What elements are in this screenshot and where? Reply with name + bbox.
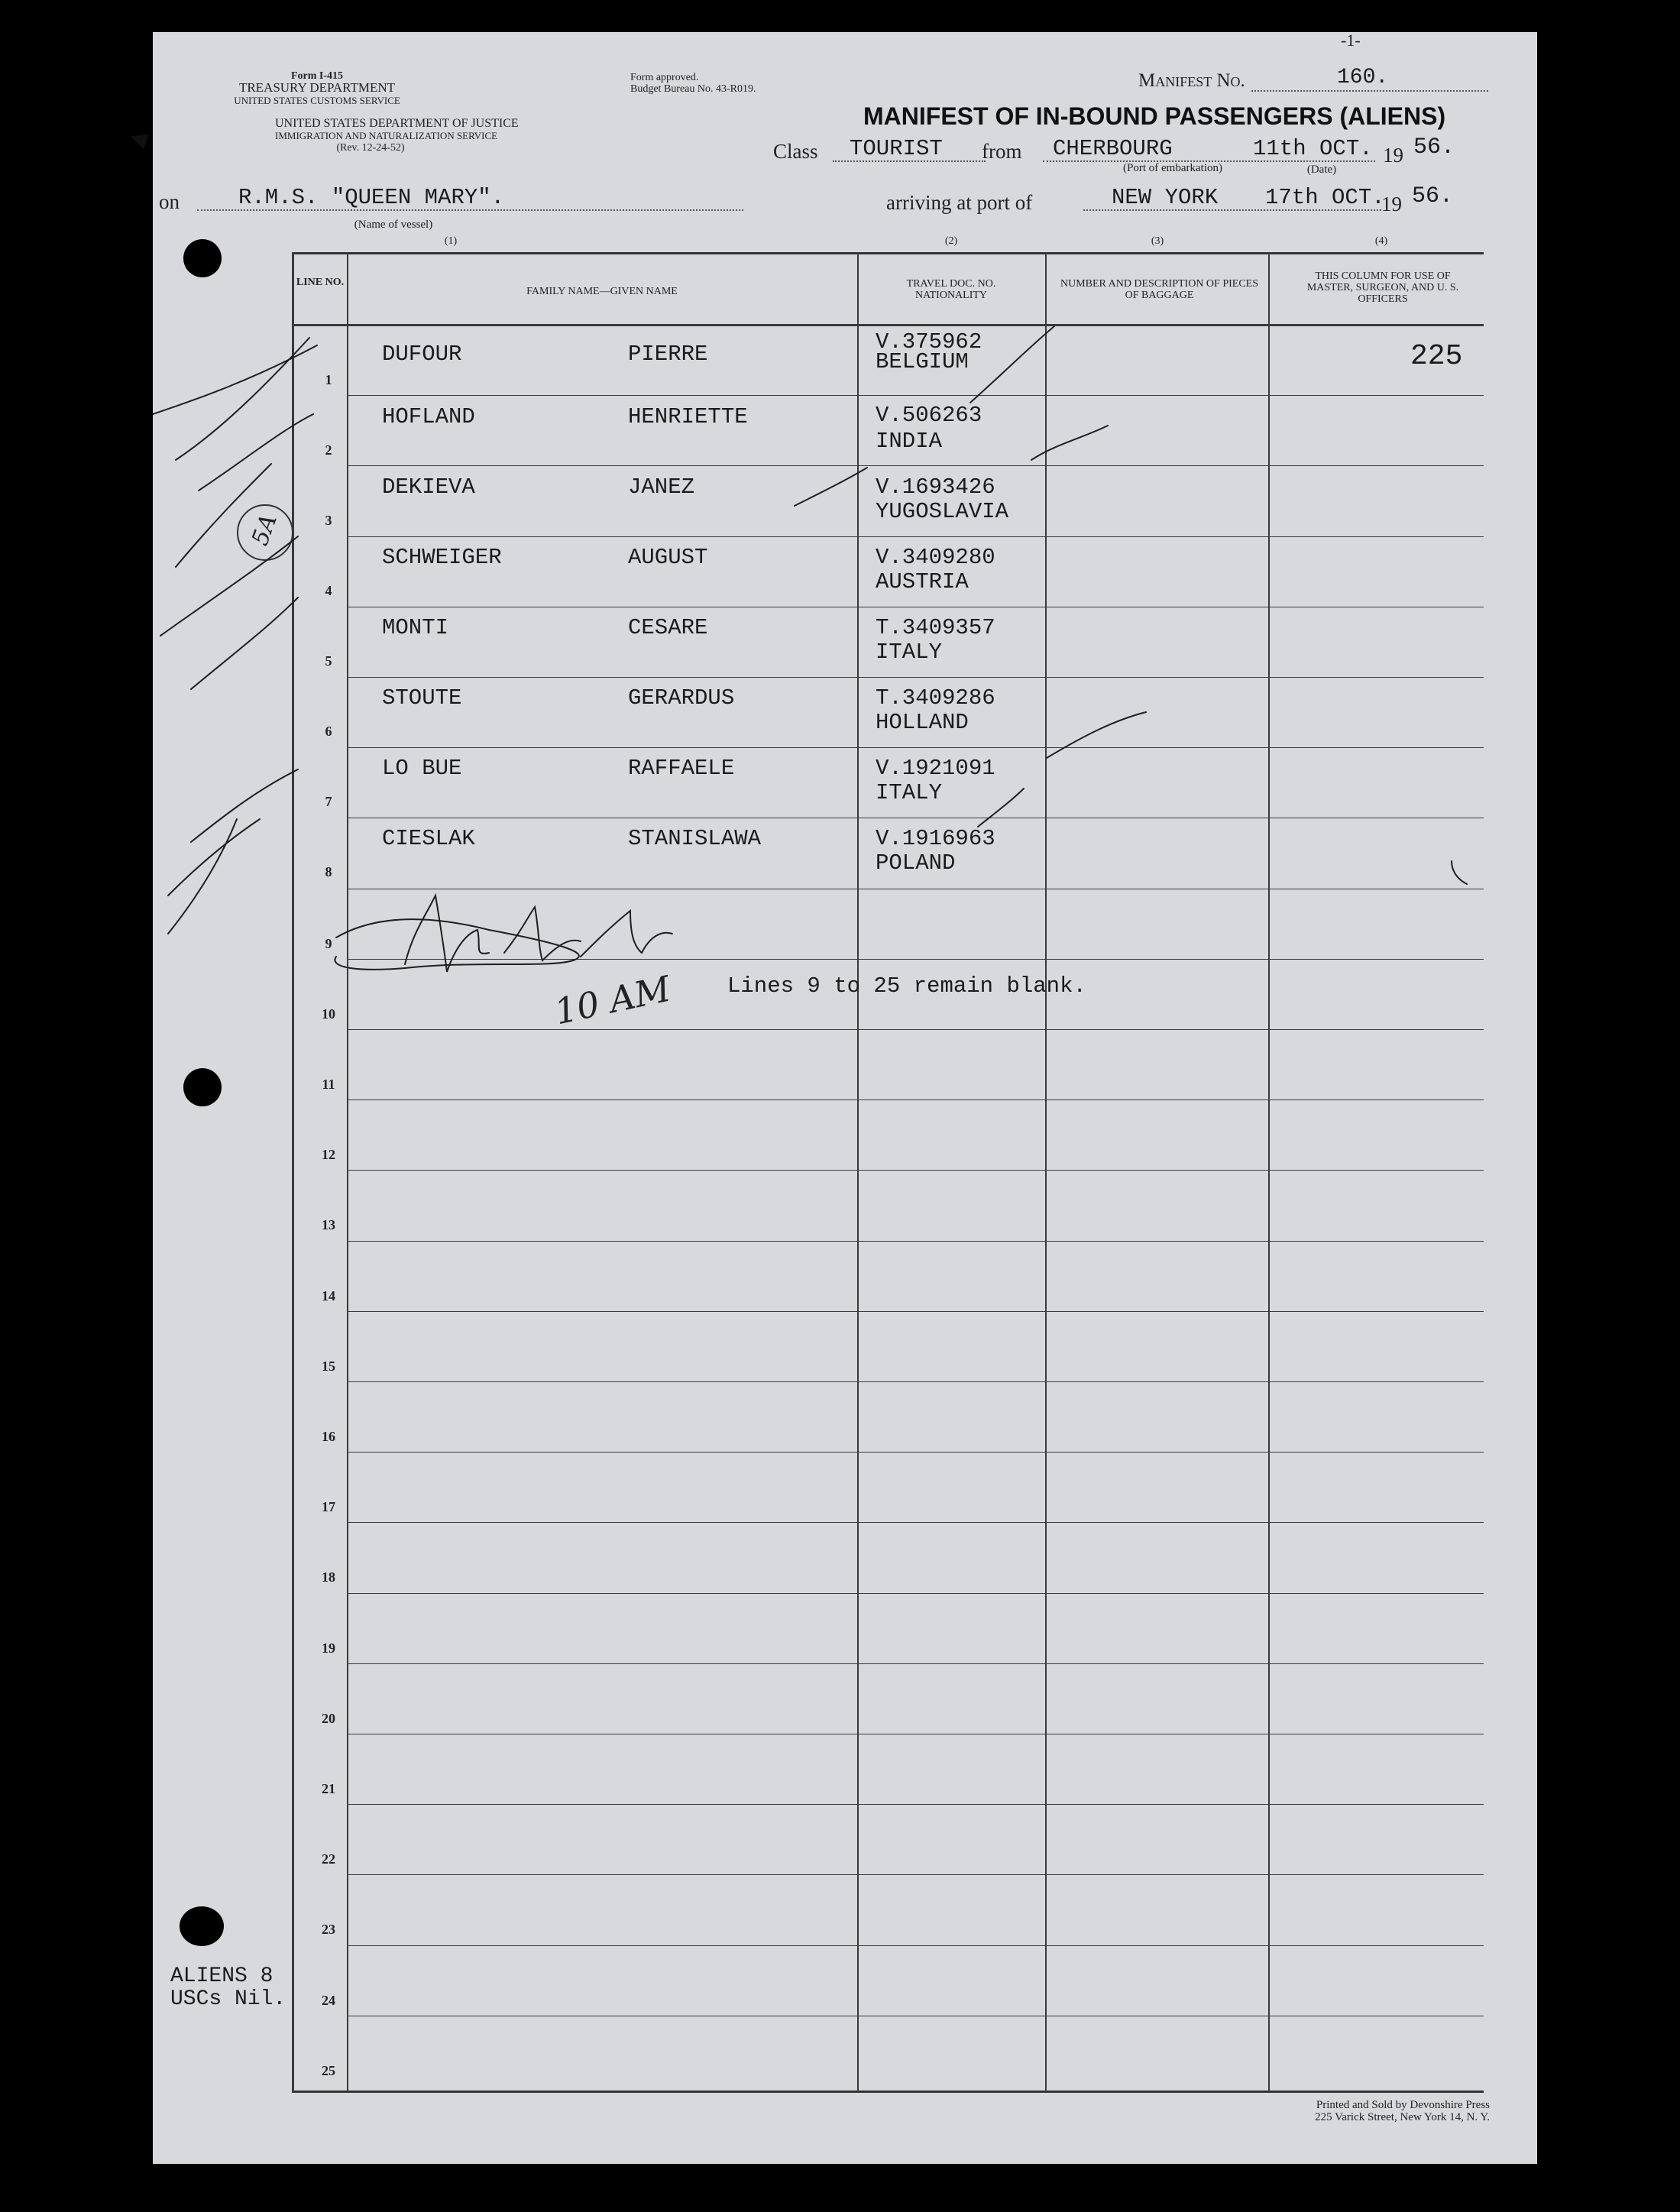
binder-hole-bottom bbox=[180, 1906, 224, 1946]
budget-bureau-no: Budget Bureau No. 43-R019. bbox=[630, 83, 756, 95]
embark-year: 56. bbox=[1413, 134, 1455, 160]
line-number: 11 bbox=[322, 1077, 335, 1092]
arrival-date: 17th OCT. bbox=[1265, 185, 1385, 210]
embark-date: 11th OCT. bbox=[1253, 136, 1373, 161]
manifest-no-value: 160. bbox=[1337, 66, 1389, 89]
line-number: 9 bbox=[325, 936, 332, 951]
header-officers: THIS COLUMN FOR USE OF MASTER, SURGEON, AND U. S. OFFICERS bbox=[1306, 270, 1459, 305]
header-baggage: NUMBER AND DESCRIPTION OF PIECES OF BAGGAGE bbox=[1060, 278, 1259, 301]
tally-uscs: USCs Nil. bbox=[170, 1987, 286, 2011]
from-label: from bbox=[982, 140, 1022, 163]
header-travel-doc: TRAVEL DOC. NO. NATIONALITY bbox=[906, 278, 996, 301]
given-name: JANEZ bbox=[628, 474, 695, 500]
line-number: 2 bbox=[325, 442, 332, 458]
handwritten-marks bbox=[153, 32, 1537, 2164]
date-caption-1: (Date) bbox=[1306, 164, 1337, 176]
line-number: 17 bbox=[322, 1499, 335, 1514]
col-num-1: (1) bbox=[444, 235, 458, 247]
nationality: INDIA bbox=[876, 429, 943, 454]
family-name: STOUTE bbox=[382, 685, 462, 711]
nationality: ITALY bbox=[876, 640, 943, 665]
port-of-arrival: NEW YORK bbox=[1112, 185, 1219, 210]
binder-hole-middle bbox=[183, 1068, 222, 1106]
line-number: 15 bbox=[322, 1359, 335, 1374]
class-label: Class bbox=[773, 140, 818, 163]
form-approved: Form approved. bbox=[630, 72, 699, 83]
header-name: FAMILY NAME—GIVEN NAME bbox=[526, 286, 678, 297]
family-name: HOFLAND bbox=[382, 404, 475, 429]
form-number: Form I-415 bbox=[290, 70, 344, 82]
given-name: RAFFAELE bbox=[628, 756, 735, 781]
col-num-2: (2) bbox=[944, 235, 958, 247]
line-number: 7 bbox=[325, 794, 332, 809]
travel-doc-no: V.3409280 bbox=[876, 545, 995, 570]
family-name: SCHWEIGER bbox=[382, 545, 502, 570]
nationality: AUSTRIA bbox=[876, 569, 969, 594]
line-number: 22 bbox=[322, 1851, 335, 1867]
family-name: DEKIEVA bbox=[382, 474, 475, 500]
nationality: HOLLAND bbox=[876, 710, 969, 735]
arrow-mark-icon bbox=[128, 129, 149, 149]
line-number: 14 bbox=[322, 1288, 335, 1304]
given-name: CESARE bbox=[628, 615, 708, 640]
circled-mark-text: 5A bbox=[246, 510, 283, 549]
dept-ins: IMMIGRATION AND NATURALIZATION SERVICE bbox=[275, 130, 498, 141]
travel-doc-no: V.506263 bbox=[876, 403, 982, 428]
travel-doc-no: V.1921091 bbox=[876, 756, 995, 781]
port-of-embarkation: CHERBOURG bbox=[1053, 136, 1173, 161]
travel-doc-no: V.1916963 bbox=[876, 826, 995, 851]
col-num-3: (3) bbox=[1151, 235, 1164, 247]
family-name: MONTI bbox=[382, 615, 449, 640]
line-number: 20 bbox=[322, 1711, 335, 1726]
binder-hole-top bbox=[183, 239, 222, 277]
officer-note: 225 bbox=[1410, 340, 1463, 373]
line-number: 5 bbox=[325, 653, 332, 669]
line-number: 24 bbox=[322, 1993, 335, 2008]
given-name: GERARDUS bbox=[628, 685, 735, 711]
dept-treasury: TREASURY DEPARTMENT bbox=[238, 80, 396, 95]
arriving-label: arriving at port of bbox=[886, 191, 1033, 214]
port-embark-caption: (Port of embarkation) bbox=[1123, 162, 1222, 174]
travel-doc-no: V.375962 bbox=[876, 329, 982, 355]
line-number: 18 bbox=[322, 1569, 335, 1585]
line-number: 8 bbox=[325, 864, 332, 879]
given-name: STANISLAWA bbox=[628, 826, 762, 851]
tally-aliens: ALIENS 8 bbox=[170, 1964, 274, 1988]
family-name: DUFOUR bbox=[382, 342, 462, 367]
form-revision: (Rev. 12-24-52) bbox=[336, 142, 405, 154]
line-number: 1 bbox=[325, 372, 332, 387]
arrival-year-prefix: 19 bbox=[1381, 193, 1402, 215]
travel-doc-no: V.1693426 bbox=[876, 474, 995, 500]
nationality: BELGIUM bbox=[876, 349, 969, 374]
given-name: AUGUST bbox=[628, 545, 708, 570]
line-number: 16 bbox=[322, 1429, 335, 1444]
printer-line-2: 225 Varick Street, New York 14, N. Y. bbox=[1315, 2111, 1490, 2123]
travel-doc-no: T.3409286 bbox=[876, 685, 995, 711]
vessel-caption: (Name of vessel) bbox=[354, 219, 433, 231]
given-name: PIERRE bbox=[628, 342, 708, 367]
line-number: 25 bbox=[322, 2063, 335, 2078]
line-number: 10 bbox=[322, 1006, 335, 1022]
printer-line-1: Printed and Sold by Devonshire Press bbox=[1316, 2099, 1490, 2111]
manifest-page-mark: -1- bbox=[1341, 31, 1361, 50]
line-number: 23 bbox=[322, 1922, 335, 1937]
dept-justice: UNITED STATES DEPARTMENT OF JUSTICE bbox=[275, 117, 519, 130]
line-number: 6 bbox=[325, 724, 332, 739]
line-number: 3 bbox=[325, 513, 332, 528]
given-name: HENRIETTE bbox=[628, 404, 748, 429]
dept-customs: UNITED STATES CUSTOMS SERVICE bbox=[234, 95, 400, 106]
on-label: on bbox=[159, 190, 180, 213]
line-number: 21 bbox=[322, 1781, 335, 1796]
arrival-year: 56. bbox=[1412, 183, 1454, 209]
nationality: YUGOSLAVIA bbox=[876, 499, 1009, 524]
handwritten-time: 10 AM bbox=[551, 967, 675, 1033]
nationality: ITALY bbox=[876, 780, 943, 805]
manifest-sheet bbox=[153, 32, 1537, 2164]
blank-lines-note: Lines 9 to 25 remain blank. bbox=[727, 973, 1086, 999]
family-name: LO BUE bbox=[382, 756, 462, 781]
manifest-no-label: Manifest No. bbox=[1138, 70, 1245, 91]
page-title: MANIFEST OF IN-BOUND PASSENGERS (ALIENS) bbox=[863, 102, 1446, 130]
vessel-name: R.M.S. "QUEEN MARY". bbox=[238, 185, 505, 210]
class-value: TOURIST bbox=[850, 136, 943, 161]
line-number: 19 bbox=[322, 1640, 335, 1656]
travel-doc-no: T.3409357 bbox=[876, 615, 995, 640]
line-number: 13 bbox=[322, 1217, 335, 1232]
family-name: CIESLAK bbox=[382, 826, 475, 851]
nationality: POLAND bbox=[876, 850, 956, 876]
header-line-no: LINE NO. bbox=[296, 277, 345, 288]
col-num-4: (4) bbox=[1374, 235, 1388, 247]
line-number: 4 bbox=[325, 583, 332, 598]
line-number: 12 bbox=[322, 1147, 335, 1162]
embark-year-prefix: 19 bbox=[1383, 144, 1403, 167]
